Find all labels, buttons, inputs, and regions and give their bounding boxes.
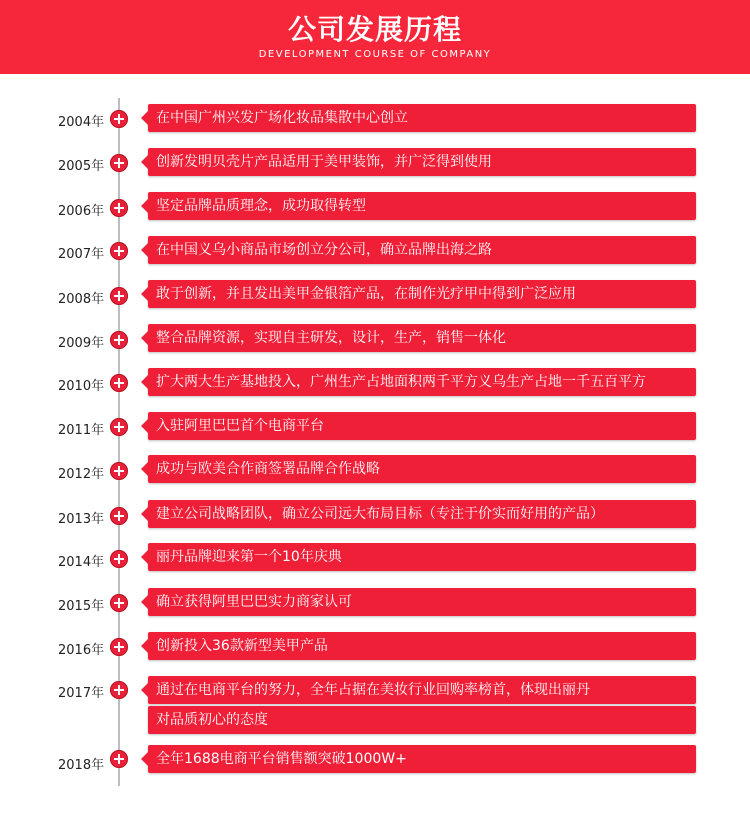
timeline-event-text: 确立获得阿里巴巴实力商家认可 [156,594,352,610]
timeline-year: 2017年 [58,686,105,701]
timeline-event-bar [148,104,696,132]
timeline-event-bar [148,368,696,396]
timeline-event-bar [148,745,696,773]
timeline-event-bar [148,455,696,483]
plus-icon [110,154,128,172]
timeline-event-text: 扩大两大生产基地投入，广州生产占地面积两千平方义乌生产占地一千五百平方 [156,374,646,390]
timeline-year: 2016年 [58,643,105,658]
plus-icon [110,750,128,768]
timeline-year: 2008年 [58,292,105,307]
plus-icon [110,550,128,568]
plus-icon [110,331,128,349]
timeline-event-bar [148,676,696,704]
plus-icon [110,594,128,612]
timeline-event-bar [148,588,696,616]
timeline-event-text: 全年1688电商平台销售额突破1000W+ [156,751,407,767]
timeline-event-bar [148,632,696,660]
timeline-event-text: 坚定品牌品质理念，成功取得转型 [156,198,366,214]
timeline-event-text: 在中国广州兴发广场化妆品集散中心创立 [156,110,408,126]
plus-icon [110,681,128,699]
plus-icon [110,374,128,392]
timeline-event-text: 创新投入36款新型美甲产品 [156,638,328,654]
plus-icon [110,242,128,260]
plus-icon [110,287,128,305]
page-header [0,0,750,74]
timeline-year: 2011年 [58,423,105,438]
timeline-event-bar [148,148,696,176]
timeline-event-bar [148,192,696,220]
timeline-event-text: 入驻阿里巴巴首个电商平台 [156,418,324,434]
timeline-event-bar [148,280,696,308]
plus-icon [110,507,128,525]
timeline-year: 2005年 [58,159,105,174]
timeline-event-bar [148,236,696,264]
timeline-event-bar [148,543,696,571]
timeline-year: 2014年 [58,555,105,570]
page-title: 公司发展历程 [287,13,462,46]
timeline-event-text: 整合品牌资源，实现自主研发，设计，生产，销售一体化 [156,330,506,346]
plus-icon [110,199,128,217]
timeline-event-text: 成功与欧美合作商签署品牌合作战略 [156,461,380,477]
timeline-event-text-continued: 对品质初心的态度 [156,712,268,728]
timeline-year: 2010年 [58,379,105,394]
timeline-year: 2006年 [58,204,105,219]
timeline-event-bar [148,500,696,528]
timeline-event-text: 敢于创新，并且发出美甲金银箔产品，在制作光疗甲中得到广泛应用 [156,286,576,302]
timeline-event-text: 创新发明贝壳片产品适用于美甲装饰，并广泛得到使用 [156,154,492,170]
timeline-event-bar [148,324,696,352]
timeline-year: 2013年 [58,512,105,527]
timeline-event-text: 建立公司战略团队，确立公司远大布局目标（专注于价实而好用的产品） [156,506,604,522]
timeline-year: 2004年 [58,115,105,130]
timeline-event-text: 通过在电商平台的努力，全年占据在美妆行业回购率榜首，体现出丽丹 [156,682,590,698]
page-subtitle: DEVELOPMENT COURSE OF COMPANY [258,49,492,60]
plus-icon [110,638,128,656]
timeline-event-text: 丽丹品牌迎来第一个10年庆典 [156,549,342,565]
timeline-event-bar-continued [148,706,696,734]
timeline-year: 2012年 [58,467,105,482]
timeline-year: 2007年 [58,247,105,262]
plus-icon [110,418,128,436]
timeline-year: 2018年 [58,758,105,773]
timeline-event-text: 在中国义乌小商品市场创立分公司，确立品牌出海之路 [156,242,492,258]
timeline-year: 2015年 [58,599,105,614]
plus-icon [110,110,128,128]
timeline-year: 2009年 [58,336,105,351]
plus-icon [110,462,128,480]
timeline-event-bar [148,412,696,440]
